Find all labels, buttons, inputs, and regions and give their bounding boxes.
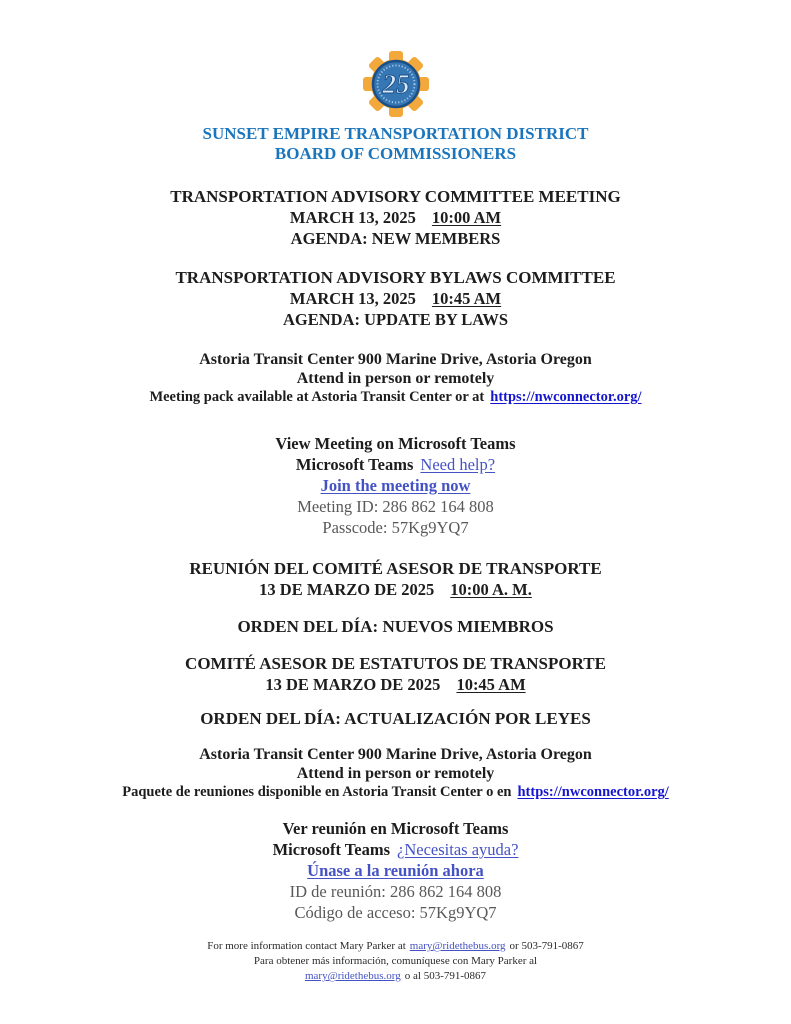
agenda1-es: ORDEN DEL DÍA: NUEVOS MIEMBROS — [237, 617, 554, 636]
meeting-pack-en-line — [0, 388, 791, 407]
meeting-pack-en-text: Meeting pack available at Astoria Transit Center or at — [149, 389, 485, 405]
meeting1-en-title: TRANSPORTATION ADVISORY COMMITTEE MEETING — [170, 187, 621, 206]
teams-es-meeting-id: ID de reunión: 286 862 164 808 — [289, 882, 502, 901]
org-title-line2: BOARD OF COMMISSIONERS — [274, 144, 517, 163]
meeting2-en-time: 10:45 AM — [431, 289, 502, 308]
meeting1-es-block — [0, 558, 791, 600]
location-en-block — [0, 350, 791, 407]
agenda2-es: ORDEN DEL DÍA: ACTUALIZACIÓN POR LEYES — [200, 709, 591, 728]
location-es-attend: Attend in person or remotely — [296, 765, 495, 782]
gear-25-icon — [357, 50, 435, 118]
meeting2-en-agenda: AGENDA: UPDATE BY LAWS — [282, 310, 509, 329]
teams-es-passcode: Código de acceso: 57Kg9YQ7 — [294, 903, 497, 922]
org-title — [0, 124, 791, 164]
meeting2-es-date: 13 DE MARZO DE 2025 — [265, 675, 441, 694]
logo-25-text: 25 — [382, 69, 409, 99]
teams-en-meeting-id: Meeting ID: 286 862 164 808 — [297, 497, 494, 516]
meeting1-es-time: 10:00 A. M. — [450, 580, 532, 599]
teams-es-join-line — [0, 860, 791, 881]
unase-reunion-link[interactable]: Únase a la reunión ahora — [307, 861, 484, 880]
meeting2-es-title: COMITÉ ASESOR DE ESTATUTOS DE TRANSPORTE — [185, 654, 606, 673]
footer-line2: Para obtener más información, comuníquese con Mary Parker al — [253, 955, 538, 967]
teams-es-help-line — [0, 839, 791, 860]
meeting2-en-title: TRANSPORTATION ADVISORY BYLAWS COMMITTEE — [175, 268, 616, 287]
location-es-address: Astoria Transit Center 900 Marine Drive, Astoria Oregon — [199, 746, 592, 763]
teams-es-view-line: Ver reunión en Microsoft Teams — [282, 819, 509, 838]
meeting1-en-time: 10:00 AM — [431, 208, 502, 227]
email-link-en[interactable]: mary@ridethebus.org — [409, 940, 506, 952]
footer-line1 — [0, 939, 791, 954]
meeting2-en-date: MARCH 13, 2025 — [289, 289, 416, 308]
org-title-line1: SUNSET EMPIRE TRANSPORTATION DISTRICT — [202, 124, 589, 143]
footer-en-suffix: or 503-791-0867 — [509, 940, 584, 952]
meeting2-en-date-line — [0, 288, 791, 309]
teams-en-join-line — [0, 475, 791, 496]
necesitas-ayuda-link[interactable]: ¿Necesitas ayuda? — [397, 840, 519, 859]
footer — [0, 939, 791, 984]
teams-en-help-line — [0, 454, 791, 475]
teams-en-label: Microsoft Teams — [295, 455, 414, 474]
need-help-link[interactable]: Need help? — [420, 455, 496, 474]
meeting1-en-agenda: AGENDA: NEW MEMBERS — [290, 229, 501, 248]
meeting1-es-title: REUNIÓN DEL COMITÉ ASESOR DE TRANSPORTE — [189, 559, 602, 578]
footer-line3 — [0, 969, 791, 984]
meeting1-es-date: 13 DE MARZO DE 2025 — [259, 580, 435, 599]
location-en-address: Astoria Transit Center 900 Marine Drive, Astoria Oregon — [199, 351, 592, 368]
teams-es-block — [0, 818, 791, 923]
join-meeting-link[interactable]: Join the meeting now — [320, 476, 471, 495]
meeting1-en-date: MARCH 13, 2025 — [289, 208, 416, 227]
meeting1-es-date-line — [0, 579, 791, 600]
teams-en-view-line: View Meeting on Microsoft Teams — [275, 434, 516, 453]
meeting2-es-date-line — [0, 674, 791, 695]
meeting1-en-date-line — [0, 207, 791, 228]
anniversary-logo — [0, 50, 791, 118]
meeting-pack-es-line — [0, 783, 791, 802]
meeting2-es-time: 10:45 AM — [456, 675, 526, 694]
location-en-attend: Attend in person or remotely — [296, 370, 495, 387]
meeting2-es-block — [0, 653, 791, 695]
email-link-es[interactable]: mary@ridethebus.org — [304, 970, 401, 982]
teams-en-passcode: Passcode: 57Kg9YQ7 — [322, 518, 469, 537]
teams-en-block — [0, 433, 791, 538]
meeting1-en-block — [0, 186, 791, 249]
footer-es-suffix: o al 503-791-0867 — [404, 970, 487, 982]
footer-en-prefix: For more information contact Mary Parker at — [207, 940, 406, 952]
nwconnector-link-en[interactable]: https://nwconnector.org/ — [490, 389, 642, 405]
nwconnector-link-es[interactable]: https://nwconnector.org/ — [517, 784, 669, 800]
teams-es-label: Microsoft Teams — [272, 840, 391, 859]
location-es-block — [0, 745, 791, 802]
meeting-pack-es-text: Paquete de reuniones disponible en Astoria Transit Center o en — [122, 784, 512, 800]
meeting2-en-block — [0, 267, 791, 330]
